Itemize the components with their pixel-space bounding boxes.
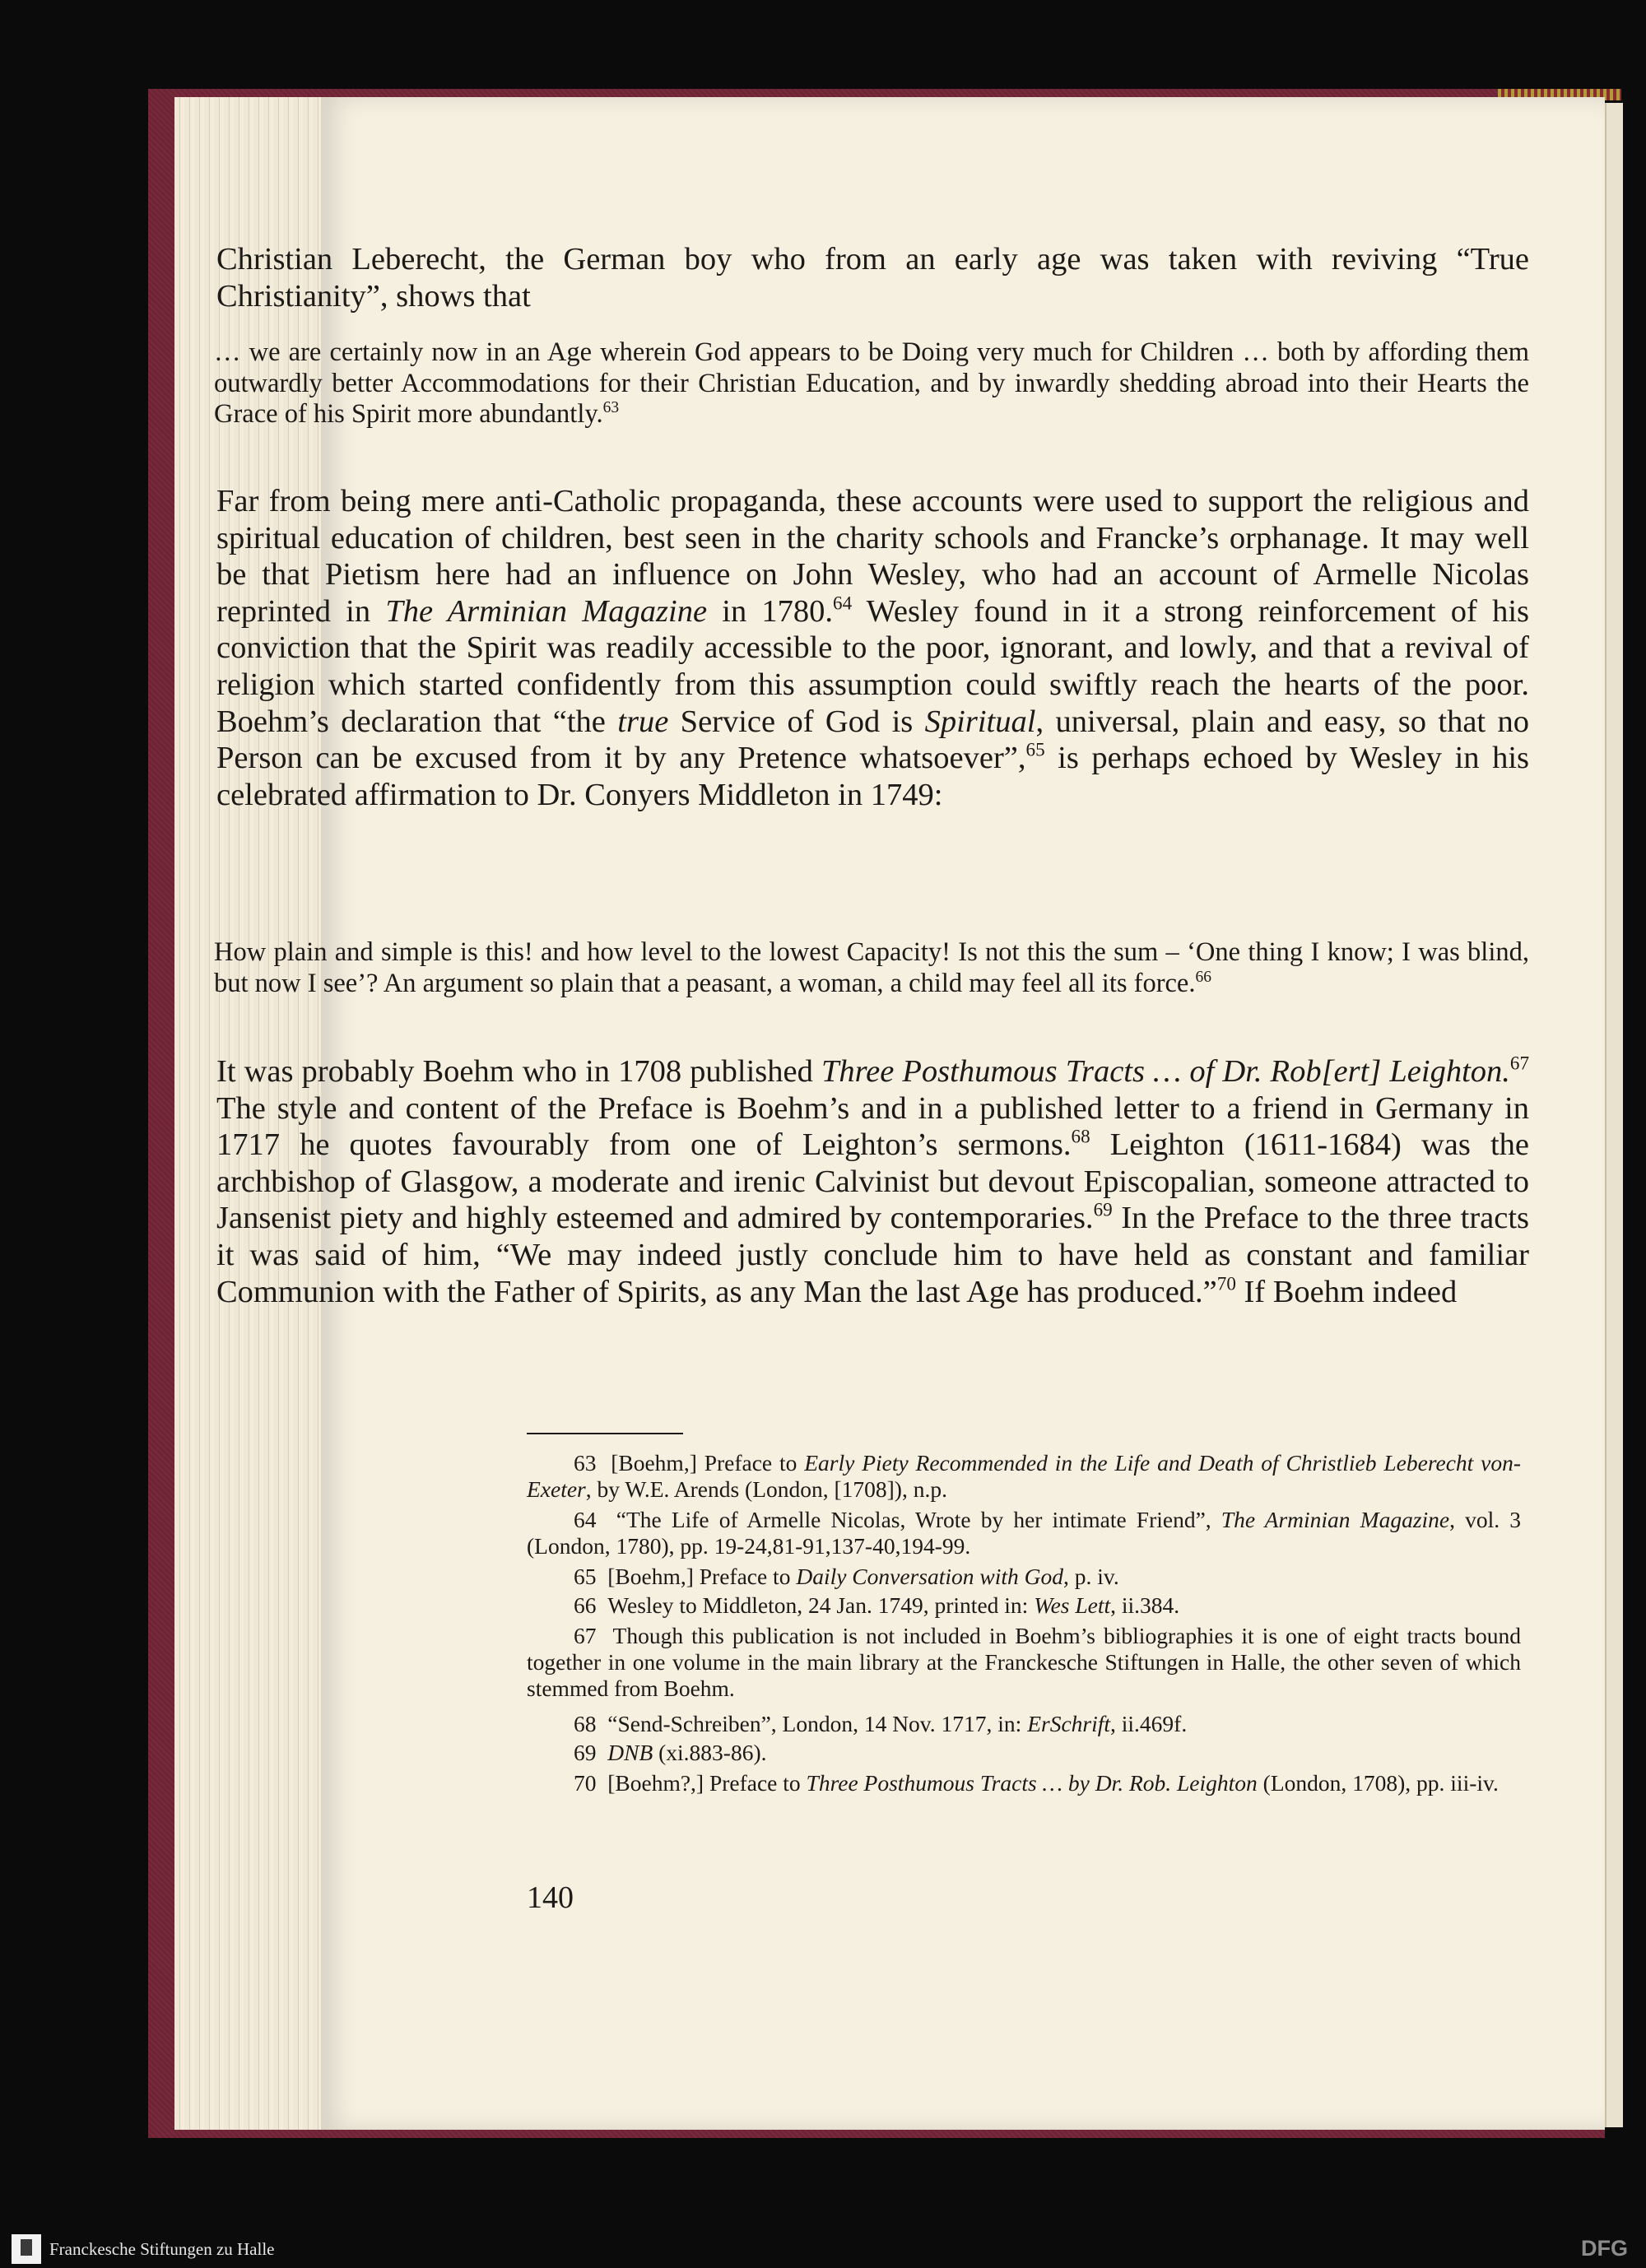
- note-ref-64: 64: [833, 592, 853, 614]
- note-ref-67: 67: [1509, 1052, 1529, 1074]
- footnote-title: Wes Lett: [1034, 1592, 1111, 1618]
- footnote-number: 64: [574, 1507, 597, 1532]
- note-ref-70: 70: [1216, 1272, 1236, 1294]
- footnote-text: [Boehm,] Preface to: [607, 1564, 797, 1589]
- p3-text-b: The style and content of the Preface is Boehm’s and in a published letter to a friend in Germany in 1717 he quotes favourably from one of Leighton’s sermons.: [216, 1090, 1529, 1163]
- note-ref-66: 66: [1195, 968, 1211, 986]
- paragraph-3: [216, 1053, 1529, 1310]
- footnote-text: “Send-Schreiben”, London, 14 Nov. 1717, in:: [607, 1711, 1028, 1736]
- block-quote-2-text: How plain and simple is this! and how level to the lowest Capacity! Is not this the sum – ‘One thing I know; I was blind, but now I see’? An argument so plain that a peasant, a woman, a child may feel all its force.: [214, 937, 1529, 998]
- paragraph-2: [216, 483, 1529, 813]
- p3-text-d: In the Preface to the three tracts it was said of him, “We may indeed justly conclude him to have held as constant and familiar Communion with the Father of Spirits, as any Man the last Age has produced.”: [216, 1201, 1529, 1309]
- p2-italic-true: true: [617, 704, 669, 739]
- footnote-title: Daily Conversation with God: [796, 1564, 1063, 1589]
- footnote-63: [527, 1450, 1521, 1503]
- p3-text-c: Leighton (1611-1684) was the archbishop of Glasgow, a moderate and irenic Calvinist but devout Episcopalian, someone attracted to Jansenist piety and highly esteemed and admired by contemporaries.: [216, 1127, 1529, 1236]
- paragraph-1: [216, 241, 1529, 314]
- footnote-title: The Arminian Magazine: [1221, 1507, 1450, 1532]
- institution-logo-mark: [21, 2239, 32, 2256]
- footnote-number: 69: [574, 1740, 597, 1765]
- footnote-64: [527, 1507, 1521, 1559]
- footnote-text: , ii.469f.: [1110, 1711, 1188, 1736]
- footnote-number: 65: [574, 1564, 597, 1589]
- note-ref-68: 68: [1071, 1125, 1090, 1147]
- footnote-text: “The Life of Armelle Nicolas, Wrote by her intimate Friend”,: [616, 1507, 1221, 1532]
- footnote-number: 70: [574, 1770, 597, 1796]
- footnote-title: Early Piety Recommended in the Life and Death of Christlieb Leberecht von-Exeter: [527, 1450, 1522, 1502]
- footnote-text: , by W.E. Arends (London, [1708]), n.p.: [585, 1476, 947, 1502]
- footnote-text: (London, 1708), pp. iii-iv.: [1257, 1770, 1499, 1796]
- footnote-text: , p. iv.: [1062, 1564, 1119, 1589]
- footnote-title: DNB: [607, 1740, 653, 1765]
- p2-text-f: is perhaps echoed by Wesley in his celebrated affirmation to Dr. Conyers Middleton in 1749:: [216, 741, 1530, 812]
- footnote-68: [527, 1711, 1521, 1737]
- block-quote-1: [214, 337, 1529, 430]
- footnote-number: 63: [574, 1450, 597, 1476]
- note-ref-69: 69: [1093, 1199, 1113, 1221]
- note-ref-65: 65: [1025, 738, 1045, 760]
- institution-label: Franckesche Stiftungen zu Halle: [49, 2239, 275, 2259]
- footnote-66: [527, 1592, 1521, 1619]
- footnote-69: [527, 1740, 1521, 1766]
- footnote-number: 68: [574, 1711, 597, 1736]
- footnote-rule: [527, 1433, 683, 1434]
- footnote-67: [527, 1623, 1521, 1702]
- page-number: 140: [527, 1880, 574, 1915]
- p2-text-e: , universal, plain and easy, so that no Person can be excused from it by any Pretence whatsoever”,: [216, 704, 1530, 776]
- p2-italic-spiritual: Spiritual: [924, 704, 1036, 739]
- footnote-title: ErSchrift: [1027, 1711, 1111, 1736]
- p2-text-d: Service of God is: [668, 704, 925, 739]
- footnote-65: [527, 1564, 1521, 1590]
- footnote-text: (xi.883-86).: [653, 1740, 767, 1765]
- p2-text-c: Wesley found in it a strong reinforcement of his conviction that the Spirit was readily accessible to the poor, ignorant, and lowly, and that a revival of religion which started confidently from this assumption could swiftly reach the hearts of the poor. Boehm’s declaration that “the: [216, 593, 1529, 739]
- block-quote-1-text: … we are certainly now in an Age wherein God appears to be Doing very much for Children … both by affording them outwardly better Accommodations for their Christian Education, and by inwardly shedding abroad into their Hearts the Grace of his Spirit more abundantly.: [214, 337, 1529, 429]
- footnote-number: 67: [574, 1623, 597, 1648]
- footnote-title: Three Posthumous Tracts … by Dr. Rob. Leighton: [806, 1770, 1258, 1796]
- paragraph-1-text: Christian Leberecht, the German boy who from an early age was taken with reviving “True Christianity”, shows that: [216, 242, 1529, 314]
- facing-page-edge: [1605, 103, 1623, 2127]
- p3-text-a: It was probably Boehm who in 1708 published: [216, 1054, 821, 1089]
- footnote-number: 66: [574, 1592, 597, 1618]
- footnote-text: Though this publication is not included in Boehm’s bibliographies it is one of eight tracts bound together in one volume in the main library at the Franckesche Stiftungen in Halle, the other seven of which stemmed from Boehm.: [527, 1623, 1522, 1701]
- block-quote-2: [214, 937, 1529, 999]
- note-ref-63: 63: [602, 398, 620, 416]
- p2-text-a: Far from being mere anti-Catholic propaganda, these accounts were used to support the religious and spiritual education of children, best seen in the charity schools and Francke’s orphanage. It may well be that Pietism here had an influence on John Wesley, who had an account of Armelle Nicolas reprinted in: [216, 484, 1529, 629]
- footnote-text: Wesley to Middleton, 24 Jan. 1749, printed in:: [607, 1592, 1035, 1618]
- p2-title-arminian: The Arminian Magazine: [385, 593, 708, 629]
- footnote-text: , vol. 3 (London, 1780), pp. 19-24,81-91,137-40,194-99.: [527, 1507, 1522, 1559]
- dfg-logo: DFG: [1581, 2236, 1628, 2261]
- footnote-text: [Boehm?,] Preface to: [607, 1770, 807, 1796]
- p2-text-b: in 1780.: [707, 593, 834, 629]
- footnote-text: , ii.384.: [1110, 1592, 1180, 1618]
- p3-title-tracts: Three Posthumous Tracts … of Dr. Rob[ert] Leighton.: [821, 1054, 1510, 1089]
- footnote-70: [527, 1770, 1521, 1796]
- p3-text-e: If Boehm indeed: [1235, 1274, 1458, 1309]
- footnote-text: [Boehm,] Preface to: [611, 1450, 805, 1476]
